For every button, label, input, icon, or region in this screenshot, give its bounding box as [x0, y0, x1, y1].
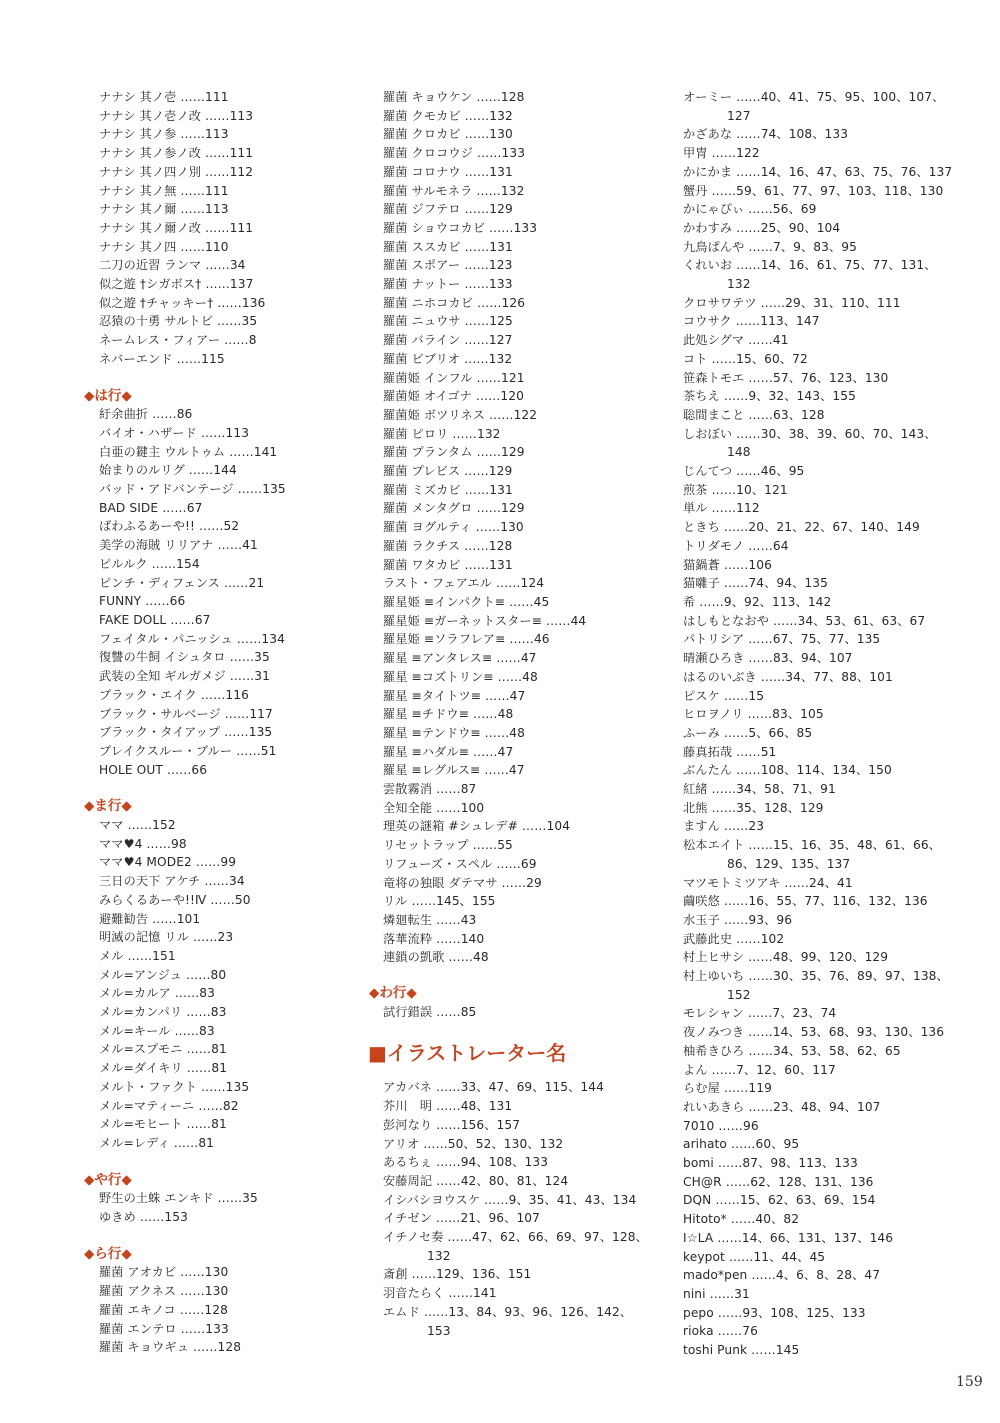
index-entry: 彭河なり ……156、157 — [383, 1117, 521, 1132]
index-entry: ナナシ 其ノ壱ノ改 ……113 — [99, 108, 254, 123]
index-entry: 甲冑 ……122 — [683, 146, 760, 161]
index-entry: リセットラップ ……55 — [383, 838, 513, 853]
index-entry: 村上ゆいち ……30、35、76、89、97、138、 — [683, 969, 949, 984]
index-entry: 羅菌 サルモネラ ……132 — [383, 183, 525, 198]
index-entry: 羅菌 ショウコカビ ……133 — [383, 220, 538, 235]
index-entry: マツモトミツアキ ……24、41 — [683, 875, 853, 890]
index-entry: I☆LA ……14、66、131、137、146 — [683, 1230, 894, 1245]
index-entry: 羅菌 プレビス ……129 — [383, 464, 513, 479]
index-entry: 羅菌 ススカビ ……131 — [383, 239, 513, 254]
index-entry: ブラック・エイク ……116 — [99, 687, 249, 702]
index-entry: 羅菌 メンタグロ ……129 — [383, 501, 525, 516]
index-entry: BAD SIDE ……67 — [99, 500, 203, 515]
index-entry-continuation: 152 — [727, 987, 751, 1002]
index-entry: リフューズ・スペル ……69 — [383, 856, 537, 871]
index-group-header: ◆ま行◆ — [84, 798, 132, 815]
index-entry: はしもとなおや ……34、53、61、63、67 — [683, 613, 926, 628]
index-entry: 北熊 ……35、128、129 — [683, 800, 824, 815]
index-entry: 忍猿の十勇 サルトビ ……35 — [99, 314, 258, 329]
index-entry: よん ……7、12、60、117 — [683, 1062, 836, 1077]
index-group-header: ◆は行◆ — [84, 387, 132, 404]
index-entry: 野生の土蛛 エンキド ……35 — [99, 1191, 258, 1206]
index-entry: 始まりのルリグ ……144 — [99, 463, 237, 478]
index-entry: ピスケ ……15 — [683, 688, 765, 703]
index-entry: 聡間まこと ……63、128 — [683, 407, 825, 422]
index-group-header: ◆わ行◆ — [369, 985, 417, 1002]
index-entry: 羅星 ≡コズトリン≡ ……48 — [383, 669, 538, 684]
index-entry: 羅菌 バライン ……127 — [383, 333, 513, 348]
index-entry: 紆余曲折 ……86 — [99, 407, 193, 422]
index-entry: ヒロヲノリ ……83、105 — [683, 707, 824, 722]
index-entry: 晴瀬ひろき ……83、94、107 — [683, 651, 853, 666]
index-entry: 笹森トモエ ……57、76、123、130 — [683, 370, 889, 385]
index-entry: 藤真拓哉 ……51 — [683, 744, 777, 759]
index-entry: フェイタル・パニッシュ ……134 — [99, 631, 285, 646]
index-entry: 羅菌姫 オイゴナ ……120 — [383, 389, 524, 404]
index-entry: 羅菌 エキノコ ……128 — [99, 1302, 228, 1317]
index-entry: ナナシ 其ノ壱 ……111 — [99, 90, 229, 104]
index-entry: 猫囃子 ……74、94、135 — [683, 576, 828, 591]
index-entry: メル=アンジュ ……80 — [99, 967, 227, 982]
index-entry: 松本エイト ……15、16、35、48、61、66、 — [683, 838, 941, 853]
index-entry: かわすみ ……25、90、104 — [683, 220, 841, 235]
index-entry: じんてつ ……46、95 — [683, 464, 805, 479]
index-entry: ときち ……20、21、22、67、140、149 — [683, 520, 920, 535]
index-entry: イシバシヨウスケ ……9、35、41、43、134 — [383, 1192, 637, 1207]
index-entry: メル=カンパリ ……83 — [99, 1005, 227, 1020]
index-entry: ネームレス・フィアー ……8 — [99, 333, 257, 348]
page-number: 159 — [956, 1374, 983, 1390]
index-entry: イチゼン ……21、96、107 — [383, 1211, 541, 1226]
index-entry: はるのいぶき ……34、77、88、101 — [683, 669, 893, 684]
index-entry: 斎創 ……129、136、151 — [383, 1267, 532, 1282]
index-entry-continuation: 153 — [427, 1323, 451, 1338]
index-entry: ますん ……23 — [683, 819, 765, 834]
index-entry: 芥川 明 ……48、131 — [383, 1099, 513, 1114]
index-entry: パトリシア ……67、75、77、135 — [683, 632, 881, 647]
index-entry: 美学の海賊 リリアナ ……41 — [99, 538, 258, 553]
index-entry: モレシャン ……7、23、74 — [683, 1006, 837, 1021]
index-entry: 武藤此史 ……102 — [683, 931, 785, 946]
index-entry: 羅菌 ジフテロ ……129 — [383, 202, 513, 217]
index-entry: バッド・アドバンテージ ……135 — [99, 482, 286, 497]
index-entry: 紅緒 ……34、58、71、91 — [683, 782, 836, 797]
index-entry: 羅菌 ピロリ ……132 — [383, 426, 501, 441]
index-entry: ナナシ 其ノ四 ……110 — [99, 239, 229, 254]
index-entry: 単ル ……112 — [683, 501, 760, 516]
index-entry: 羅星 ≡ハダル≡ ……47 — [383, 744, 514, 759]
index-entry-continuation: 148 — [727, 445, 751, 460]
index-entry: ママ♥4 MODE2 ……99 — [99, 855, 237, 870]
index-entry: ふーみ ……5、66、85 — [683, 725, 813, 740]
index-entry: コウサク ……113、147 — [683, 314, 820, 329]
index-entry: クロサワテツ ……29、31、110、111 — [683, 295, 901, 310]
index-entry: 安藤周記 ……42、80、81、124 — [383, 1173, 569, 1188]
index-entry: ピルルク ……154 — [99, 556, 200, 571]
index-entry-continuation: 132 — [727, 277, 751, 292]
index-entry: オーミー ……40、41、75、95、100、107、 — [683, 90, 945, 104]
index-entry: 全知全能 ……100 — [383, 800, 485, 815]
index-entry-continuation: 127 — [727, 108, 751, 123]
index-entry: ブラック・サルベージ ……117 — [99, 706, 273, 721]
section-title: ■イラストレーター名 — [368, 1041, 567, 1066]
index-entry: bomi ……87、98、113、133 — [683, 1156, 858, 1171]
index-entry: かにかま ……14、16、47、63、75、76、137 — [683, 164, 953, 179]
index-entry: 復讐の牛飼 イシュタロ ……35 — [99, 650, 270, 665]
index-entry: Hitoto* ……40、82 — [683, 1212, 800, 1227]
index-entry: リル ……145、155 — [383, 894, 496, 909]
index-entry: 羅菌 ナットー ……133 — [383, 277, 513, 292]
index-entry: 羅菌 アオカビ ……130 — [99, 1265, 229, 1280]
index-entry: らむ屋 ……119 — [683, 1081, 772, 1096]
index-column-3 — [668, 88, 968, 1360]
index-entry: アカバネ ……33、47、69、115、144 — [383, 1080, 604, 1095]
index-entry: 羅菌 ラクチス ……128 — [383, 538, 513, 553]
index-entry: 柚希きひろ ……34、53、58、62、65 — [683, 1043, 901, 1058]
index-entry: ママ♥4 ……98 — [99, 836, 187, 851]
index-entry: DQN ……15、62、63、69、154 — [683, 1193, 876, 1208]
index-entry: toshi Punk ……145 — [683, 1343, 800, 1358]
index-entry: 羅菌 クロコウジ ……133 — [383, 146, 526, 161]
index-entry: れいあきら ……23、48、94、107 — [683, 1099, 881, 1114]
index-entry: 羅星 ≡レグルス≡ ……47 — [383, 763, 525, 778]
index-entry: ナナシ 其ノ無 ……111 — [99, 183, 229, 198]
index-entry: メル ……151 — [99, 948, 176, 963]
index-entry: ネバーエンド ……115 — [99, 351, 225, 366]
index-entry: ナナシ 其ノ爾ノ改 ……111 — [99, 220, 254, 235]
index-entry: 夜ノみつき ……14、53、68、93、130、136 — [683, 1025, 945, 1040]
index-entry: 羅星 ≡アンタレス≡ ……47 — [383, 651, 537, 666]
index-entry: バイオ・ハザード ……113 — [99, 425, 250, 440]
index-entry: 茶ちえ ……9、32、143、155 — [683, 389, 856, 404]
index-entry: 羅菌 スポアー ……123 — [383, 258, 513, 273]
index-entry: ブラック・タイアップ ……135 — [99, 725, 273, 740]
index-entry: pepo ……93、108、125、133 — [683, 1305, 866, 1320]
index-entry: アリオ ……50、52、130、132 — [383, 1136, 564, 1151]
index-entry: 羅菌 クモカビ ……132 — [383, 108, 513, 123]
index-entry: メル=キール ……83 — [99, 1023, 215, 1038]
index-entry: 明滅の記憶 リル ……23 — [99, 930, 234, 945]
index-entry: かざあな ……74、108、133 — [683, 127, 849, 142]
index-entry: 連鎖の凱歌 ……48 — [383, 950, 489, 965]
index-entry: 羅菌 キョウケン ……128 — [383, 90, 525, 104]
index-entry: みらくるあーや!!Ⅳ ……50 — [99, 892, 251, 907]
index-entry: ぶんたん ……108、114、134、150 — [683, 763, 892, 778]
index-entry: メル=スプモニ ……81 — [99, 1042, 227, 1057]
index-entry: 羅菌 コロナウ ……131 — [383, 164, 513, 179]
index-entry: 羅星姫 ≡インパクト≡ ……45 — [383, 594, 550, 609]
index-entry: コト ……15、60、72 — [683, 351, 808, 366]
index-entry-continuation: 86、129、135、137 — [727, 856, 851, 871]
index-entry: CH@R ……62、128、131、136 — [683, 1174, 874, 1189]
index-entry: 理英の謎箱 #シュレデ# ……104 — [383, 819, 571, 834]
index-entry: arihato ……60、95 — [683, 1137, 800, 1152]
index-entry: ナナシ 其ノ参 ……113 — [99, 127, 229, 142]
index-entry: ママ ……152 — [99, 818, 176, 833]
index-entry: 羅星 ≡チドウ≡ ……48 — [383, 707, 514, 722]
index-entry: イチノセ奏 ……47、62、66、69、97、128、 — [383, 1230, 648, 1245]
index-entry: 燐廻転生 ……43 — [383, 912, 477, 927]
index-entry-continuation: 132 — [427, 1248, 451, 1263]
index-entry: 7010 ……96 — [683, 1118, 759, 1133]
index-entry: 村上ヒサシ ……48、99、120、129 — [683, 950, 889, 965]
index-entry: 二刀の近習 ランマ ……34 — [99, 258, 246, 273]
index-entry: メル=ダイキリ ……81 — [99, 1061, 228, 1076]
index-entry: 繭咲悠 ……16、55、77、116、132、136 — [683, 894, 928, 909]
index-group-header: ◆や行◆ — [84, 1171, 132, 1188]
index-entry: ブレイクスルー・ブルー ……51 — [99, 743, 277, 758]
index-entry: 白亜の鍵主 ウルトゥム ……141 — [99, 444, 278, 459]
index-entry: あるちぇ ……94、108、133 — [383, 1155, 549, 1170]
index-entry: 羅菌 ヨグルティ ……130 — [383, 520, 524, 535]
index-entry: 武装の全知 ギルガメジ ……31 — [99, 669, 270, 684]
index-entry: ピンチ・ディフェンス ……21 — [99, 575, 265, 590]
index-entry: 羅菌 ニホコカビ ……126 — [383, 295, 526, 310]
index-entry: ゆきめ ……153 — [99, 1210, 188, 1225]
index-entry: 九鳥ぱんや ……7、9、83、95 — [683, 239, 857, 254]
index-entry: 竜将の独眼 ダテマサ ……29 — [383, 875, 542, 890]
index-entry: 三日の天下 アケチ ……34 — [99, 874, 245, 889]
index-entry: 羅菌 ビブリオ ……132 — [383, 351, 513, 366]
index-entry: かにゃぴぃ ……56、69 — [683, 202, 817, 217]
index-entry: 避難勧告 ……101 — [99, 911, 201, 926]
index-entry: 羅菌姫 インフル ……121 — [383, 370, 525, 385]
index-entry: しおぼい ……30、38、39、60、70、143、 — [683, 426, 937, 441]
index-entry: 似之遊 †シガボス† ……137 — [99, 277, 254, 292]
index-entry: nini ……31 — [683, 1287, 750, 1301]
index-entry: ナナシ 其ノ四ノ別 ……112 — [99, 164, 254, 179]
index-entry: メル=マティーニ ……82 — [99, 1098, 239, 1113]
index-entry: 羅菌 ミズカビ ……131 — [383, 482, 513, 497]
index-entry: 試行錯誤 ……85 — [383, 1004, 477, 1019]
index-entry: ばわふるあーや!! ……52 — [99, 519, 240, 534]
index-entry: 羅菌姫 ボツリネス ……122 — [383, 407, 538, 422]
index-entry: メル=レディ ……81 — [99, 1135, 215, 1150]
index-entry: くれいお ……14、16、61、75、77、131、 — [683, 258, 937, 273]
index-entry: メルト・ファクト ……135 — [99, 1079, 250, 1094]
index-entry: 落華流粋 ……140 — [383, 931, 485, 946]
index-entry: 水玉子 ……93、96 — [683, 912, 793, 927]
index-entry: メル=モヒート ……81 — [99, 1117, 227, 1132]
index-entry: 煎茶 ……10、121 — [683, 482, 788, 497]
index-group-header: ◆ら行◆ — [84, 1245, 132, 1262]
index-entry: 羅菌 ニュウサ ……125 — [383, 314, 513, 329]
index-entry: rioka ……76 — [683, 1324, 758, 1339]
index-entry: エムド ……13、84、93、96、126、142、 — [383, 1304, 633, 1319]
index-entry: HOLE OUT ……66 — [99, 762, 208, 777]
index-entry: 羅菌 エンテロ ……133 — [99, 1321, 229, 1336]
index-entry: 羅菌 プランタム ……129 — [383, 445, 525, 460]
index-entry: 羅菌 アクネス ……130 — [99, 1284, 229, 1299]
index-entry: 蟹丹 ……59、61、77、97、103、118、130 — [683, 183, 944, 198]
index-entry: 此処シグマ ……41 — [683, 333, 789, 348]
index-entry: FUNNY ……66 — [99, 594, 186, 609]
index-entry: 羅星 ≡タイトツ≡ ……47 — [383, 688, 526, 703]
index-entry: 羅星姫 ≡ガーネットスター≡ ……44 — [383, 613, 587, 628]
index-entry: 羅菌 キョウギュ ……128 — [99, 1340, 242, 1355]
index-entry: keypot ……11、44、45 — [683, 1249, 826, 1264]
index-entry: ナナシ 其ノ爾 ……113 — [99, 202, 229, 217]
index-column-2 — [368, 88, 648, 1340]
index-entry: 羽音たらく ……141 — [383, 1286, 497, 1301]
index-entry: 羅星 ≡テンドウ≡ ……48 — [383, 725, 525, 740]
index-entry: メル=カルア ……83 — [99, 986, 216, 1001]
index-entry: FAKE DOLL ……67 — [99, 612, 211, 627]
index-entry: 希 ……9、92、113、142 — [683, 594, 832, 609]
index-entry: 雲散霧消 ……87 — [383, 782, 477, 797]
index-entry: 似之遊 †チャッキー† ……136 — [99, 295, 266, 310]
index-entry: 羅星姫 ≡ソラフレア≡ ……46 — [383, 632, 550, 647]
index-entry: mado*pen ……4、6、8、28、47 — [683, 1268, 881, 1283]
index-column-1 — [84, 88, 346, 1357]
index-entry: ラスト・フェアエル ……124 — [383, 576, 545, 591]
index-entry: ナナシ 其ノ参ノ改 ……111 — [99, 146, 254, 161]
index-entry: トリダモノ ……64 — [683, 538, 789, 553]
index-entry: 羅菌 クロカビ ……130 — [383, 127, 513, 142]
index-entry: 猫鍋蒼 ……106 — [683, 557, 772, 572]
index-entry: 羅菌 ワタカビ ……131 — [383, 557, 513, 572]
